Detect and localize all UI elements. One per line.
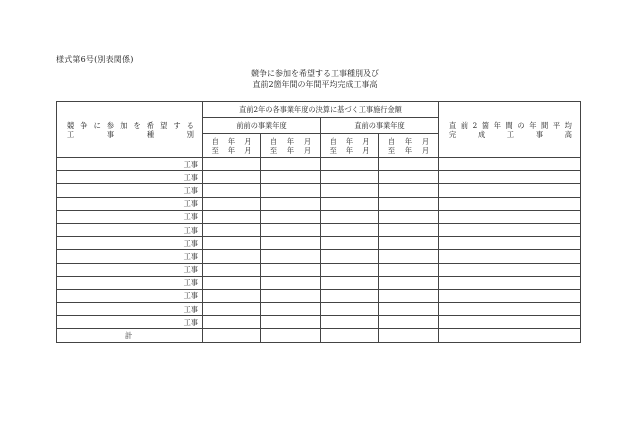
table-row — [57, 184, 581, 197]
table-cell[interactable] — [321, 303, 379, 316]
period-from — [379, 137, 438, 146]
category-line1-char: す — [173, 120, 181, 130]
table-cell[interactable] — [379, 250, 439, 263]
table-cell[interactable] — [439, 250, 581, 263]
period-char: 年 — [404, 145, 413, 155]
table-cell[interactable] — [379, 223, 439, 236]
table-cell[interactable] — [261, 158, 321, 171]
row-label-construction: 工事 — [57, 158, 203, 171]
table-row — [57, 289, 581, 302]
header-average-completed — [439, 102, 581, 158]
table-cell[interactable] — [203, 197, 261, 210]
period-char: 至 — [269, 145, 278, 155]
period-char: 年 — [227, 136, 236, 146]
table-cell[interactable] — [261, 316, 321, 329]
row-label-construction: 工事 — [57, 316, 203, 329]
table-cell[interactable] — [439, 316, 581, 329]
period-to — [321, 146, 378, 155]
table-cell[interactable] — [379, 184, 439, 197]
table-cell[interactable] — [439, 184, 581, 197]
table-cell[interactable] — [261, 303, 321, 316]
header-average-line1 — [449, 121, 580, 130]
table-cell[interactable] — [261, 171, 321, 184]
total-cell[interactable] — [261, 329, 321, 342]
table-cell[interactable] — [379, 276, 439, 289]
table-cell[interactable] — [379, 171, 439, 184]
table-row — [57, 171, 581, 184]
table-cell[interactable] — [261, 250, 321, 263]
table-cell[interactable] — [321, 184, 379, 197]
table-cell[interactable] — [321, 316, 379, 329]
table-cell[interactable] — [203, 289, 261, 302]
average-line1-char: 間 — [541, 120, 549, 130]
average-line1-char: 年 — [493, 120, 501, 130]
total-cell[interactable] — [439, 329, 581, 342]
period-char: 月 — [362, 136, 370, 146]
table-cell[interactable] — [321, 210, 379, 223]
period-char: 年 — [404, 136, 413, 146]
category-line2-char: 別 — [186, 129, 194, 139]
table-cell[interactable] — [261, 237, 321, 250]
table-cell[interactable] — [321, 158, 379, 171]
category-line2-char: 種 — [146, 129, 155, 139]
row-label-construction: 工事 — [57, 223, 203, 236]
period-char: 年 — [227, 145, 236, 155]
table-cell[interactable] — [379, 316, 439, 329]
header-category-line1 — [67, 121, 202, 130]
table-cell[interactable] — [203, 237, 261, 250]
period-char: 至 — [329, 145, 337, 155]
table-cell[interactable] — [261, 197, 321, 210]
total-cell[interactable] — [203, 329, 261, 342]
period-cell — [321, 134, 379, 158]
row-label-construction: 工事 — [57, 237, 203, 250]
period-char: 年 — [286, 136, 295, 146]
table-row — [57, 250, 581, 263]
header-construction-category — [57, 102, 203, 158]
table-cell[interactable] — [203, 263, 261, 276]
average-line2-char: 成 — [477, 129, 486, 139]
form-title-line2: 直前2箇年間の年間平均完成工事高 — [252, 80, 378, 89]
table-cell[interactable] — [261, 223, 321, 236]
table-cell[interactable] — [439, 223, 581, 236]
period-char: 至 — [211, 145, 219, 155]
form-title-line1: 競争に参加を希望する工事種別及び — [251, 69, 379, 78]
table-cell[interactable] — [261, 276, 321, 289]
average-line1-char: 直 — [449, 120, 457, 130]
period-to — [379, 146, 438, 155]
table-row — [57, 303, 581, 316]
average-line1-char: 平 — [552, 120, 561, 130]
period-char: 月 — [303, 145, 312, 155]
table-row — [57, 158, 581, 171]
table-cell[interactable] — [203, 303, 261, 316]
average-line1-char: 均 — [564, 120, 572, 130]
average-line1-char: 前 — [460, 120, 469, 130]
category-line2-char: 事 — [106, 129, 115, 139]
average-line2-char: 完 — [449, 129, 457, 139]
row-label-construction: 工事 — [57, 276, 203, 289]
category-line1-char: を — [133, 120, 141, 130]
average-line2-char: 高 — [564, 129, 572, 139]
period-char: 自 — [387, 136, 396, 146]
period-from — [261, 137, 320, 146]
category-line1-char: 望 — [160, 120, 168, 130]
table-cell[interactable] — [321, 276, 379, 289]
table-cell[interactable] — [439, 303, 581, 316]
table-cell[interactable] — [439, 210, 581, 223]
table-cell[interactable] — [261, 289, 321, 302]
table-cell[interactable] — [439, 263, 581, 276]
period-char: 自 — [211, 136, 219, 146]
table-cell[interactable] — [261, 263, 321, 276]
table-cell[interactable] — [321, 171, 379, 184]
header-amounts: 直前2年の各事業年度の決算に基づく工事施行金額 — [203, 102, 439, 118]
period-char: 自 — [329, 136, 337, 146]
total-cell[interactable] — [321, 329, 379, 342]
header-average-line2 — [449, 130, 580, 139]
table-cell[interactable] — [379, 303, 439, 316]
period-cell — [203, 134, 261, 158]
table-cell[interactable] — [439, 276, 581, 289]
average-line1-char: 2 — [472, 120, 478, 130]
row-label-construction: 工事 — [57, 263, 203, 276]
period-to — [203, 146, 260, 155]
period-char: 自 — [269, 136, 278, 146]
total-label: 計 — [57, 329, 203, 342]
table-row — [57, 276, 581, 289]
total-cell[interactable] — [379, 329, 439, 342]
table-row — [57, 237, 581, 250]
period-cell — [261, 134, 321, 158]
average-line1-char: 年 — [529, 120, 537, 130]
row-label-construction: 工事 — [57, 303, 203, 316]
table-cell[interactable] — [321, 250, 379, 263]
table-cell[interactable] — [379, 210, 439, 223]
period-from — [321, 137, 378, 146]
period-char: 年 — [345, 145, 354, 155]
table-cell[interactable] — [439, 237, 581, 250]
category-line1-char: 希 — [146, 120, 154, 130]
table-cell[interactable] — [203, 223, 261, 236]
row-label-construction: 工事 — [57, 171, 203, 184]
form-number: 様式第6号(別表関係) — [56, 55, 134, 64]
table-cell[interactable] — [321, 263, 379, 276]
average-line1-char: 間 — [505, 120, 513, 130]
table-cell[interactable] — [379, 197, 439, 210]
period-char: 月 — [421, 136, 430, 146]
category-line1-char: に — [93, 120, 101, 130]
table-row — [57, 197, 581, 210]
table-cell[interactable] — [261, 210, 321, 223]
table-row — [57, 316, 581, 329]
category-line1-char: 争 — [80, 120, 88, 130]
table-cell[interactable] — [321, 223, 379, 236]
table-cell[interactable] — [439, 289, 581, 302]
table-cell[interactable] — [321, 289, 379, 302]
category-line2-char: 工 — [67, 129, 75, 139]
table-row — [57, 263, 581, 276]
period-char: 月 — [244, 136, 252, 146]
table-cell[interactable] — [439, 158, 581, 171]
period-cell — [379, 134, 439, 158]
table-cell[interactable] — [379, 289, 439, 302]
average-line1-char: の — [517, 120, 525, 130]
table-cell[interactable] — [379, 237, 439, 250]
period-char: 年 — [286, 145, 295, 155]
average-line1-char: 箇 — [481, 120, 490, 130]
table-cell[interactable] — [203, 158, 261, 171]
row-label-construction: 工事 — [57, 184, 203, 197]
row-label-construction: 工事 — [57, 250, 203, 263]
row-label-construction: 工事 — [57, 210, 203, 223]
table-cell[interactable] — [321, 237, 379, 250]
header-prev-year: 前前の事業年度 — [203, 118, 321, 134]
table-cell[interactable] — [203, 276, 261, 289]
table-cell[interactable] — [203, 171, 261, 184]
period-char: 月 — [244, 145, 252, 155]
table-cell[interactable] — [203, 316, 261, 329]
table-row — [57, 223, 581, 236]
average-line2-char: 工 — [506, 129, 515, 139]
header-last-year: 直前の事業年度 — [321, 118, 439, 134]
period-from — [203, 137, 260, 146]
table-cell[interactable] — [379, 158, 439, 171]
table-row — [57, 210, 581, 223]
period-char: 至 — [387, 145, 396, 155]
period-to — [261, 146, 320, 155]
table-cell[interactable] — [203, 250, 261, 263]
header-category-line2 — [67, 130, 202, 139]
construction-form-table — [56, 101, 581, 343]
category-line1-char: 参 — [106, 120, 115, 130]
table-cell[interactable] — [261, 184, 321, 197]
average-line2-char: 事 — [535, 129, 544, 139]
table-cell[interactable] — [321, 197, 379, 210]
table-cell[interactable] — [203, 184, 261, 197]
category-line1-char: 加 — [120, 120, 128, 130]
period-char: 月 — [303, 136, 312, 146]
table-cell[interactable] — [379, 263, 439, 276]
category-line1-char: る — [186, 120, 194, 130]
period-char: 年 — [345, 136, 354, 146]
row-label-construction: 工事 — [57, 289, 203, 302]
table-cell[interactable] — [439, 197, 581, 210]
period-char: 月 — [421, 145, 430, 155]
total-row — [57, 329, 581, 342]
category-line1-char: 競 — [67, 120, 75, 130]
row-label-construction: 工事 — [57, 197, 203, 210]
table-cell[interactable] — [203, 210, 261, 223]
table-cell[interactable] — [439, 171, 581, 184]
period-char: 月 — [362, 145, 370, 155]
